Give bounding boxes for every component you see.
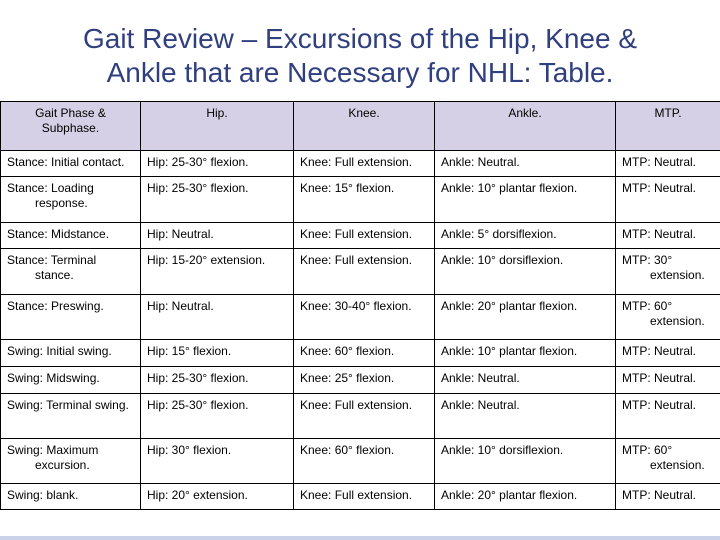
cell-mtp (616, 484, 720, 510)
cell-hip (141, 151, 294, 177)
cell-knee (294, 340, 435, 367)
cell-knee (294, 367, 435, 394)
cell-text: MTP: Neutral. (622, 398, 697, 412)
cell-phase (1, 367, 141, 394)
cell-text: Hip: Neutral. (147, 299, 214, 313)
cell-text: Hip: 25-30° flexion. (147, 398, 249, 412)
cell-text: Ankle: Neutral. (441, 155, 520, 169)
cell-mtp (616, 295, 720, 340)
cell-knee (294, 249, 435, 295)
cell-hip (141, 484, 294, 510)
cell-text: Stance: Midstance. (7, 227, 110, 241)
cell-text: MTP: Neutral. (622, 155, 697, 169)
cell-mtp (616, 394, 720, 439)
cell-hip (141, 177, 294, 223)
cell-hip (141, 340, 294, 367)
cell-mtp (616, 223, 720, 249)
cell-text: Ankle: Neutral. (441, 371, 520, 385)
cell-text: Hip: 25-30° flexion. (147, 371, 249, 385)
cell-text: MTP: Neutral. (622, 488, 697, 502)
cell-phase (1, 439, 141, 484)
cell-phase (1, 295, 141, 340)
cell-text: Knee: Full extension. (300, 155, 413, 169)
cell-text: Knee: Full extension. (300, 253, 413, 267)
title-line-2: Ankle that are Necessary for NHL: Table. (106, 57, 614, 88)
cell-text: Hip: Neutral. (147, 227, 214, 241)
cell-phase (1, 177, 141, 223)
cell-text: Knee: 15° flexion. (300, 181, 395, 195)
header-ankle: Ankle. (435, 102, 616, 151)
cell-text: Swing: Maximum excursion. (7, 443, 99, 472)
header-phase: Gait Phase & Subphase. (1, 102, 141, 151)
cell-text: Stance: Initial contact. (7, 155, 125, 169)
gait-table (0, 101, 720, 510)
cell-ankle (435, 295, 616, 340)
cell-text: MTP: Neutral. (622, 181, 697, 195)
cell-knee (294, 177, 435, 223)
cell-text: Ankle: 10° plantar flexion. (441, 181, 578, 195)
cell-text: Swing: Terminal swing. (7, 398, 129, 412)
table-row (1, 249, 720, 295)
cell-phase (1, 340, 141, 367)
cell-mtp (616, 367, 720, 394)
table-row (1, 439, 720, 484)
cell-ankle (435, 177, 616, 223)
cell-mtp (616, 151, 720, 177)
cell-ankle (435, 394, 616, 439)
cell-text: MTP: 30° extension. (622, 253, 705, 282)
table-row (1, 151, 720, 177)
table-row (1, 394, 720, 439)
cell-phase (1, 151, 141, 177)
cell-text: MTP: Neutral. (622, 344, 697, 358)
cell-knee (294, 439, 435, 484)
cell-text: Ankle: 20° plantar flexion. (441, 299, 578, 313)
header-hip: Hip. (141, 102, 294, 151)
cell-text: Stance: Terminal stance. (7, 253, 97, 282)
table-row (1, 223, 720, 249)
cell-ankle (435, 249, 616, 295)
cell-ankle (435, 223, 616, 249)
cell-text: Swing: Initial swing. (7, 344, 112, 358)
table-row (1, 177, 720, 223)
cell-hip (141, 295, 294, 340)
cell-text: Hip: 30° flexion. (147, 443, 232, 457)
table-header-row (1, 102, 720, 151)
cell-text: Stance: Preswing. (7, 299, 104, 313)
cell-text: Swing: Midswing. (7, 371, 100, 385)
cell-hip (141, 223, 294, 249)
cell-phase (1, 223, 141, 249)
cell-text: Knee: Full extension. (300, 488, 413, 502)
cell-text: MTP: 60° extension. (622, 299, 705, 328)
cell-text: MTP: Neutral. (622, 227, 697, 241)
table-row (1, 340, 720, 367)
cell-text: Hip: 15° flexion. (147, 344, 232, 358)
table-row (1, 484, 720, 510)
cell-text: Knee: Full extension. (300, 398, 413, 412)
cell-phase (1, 394, 141, 439)
cell-text: Hip: 20° extension. (147, 488, 248, 502)
cell-hip (141, 439, 294, 484)
cell-text: Knee: 60° flexion. (300, 344, 395, 358)
header-knee: Knee. (294, 102, 435, 151)
cell-text: MTP: Neutral. (622, 371, 697, 385)
cell-text: MTP: 60° extension. (622, 443, 705, 472)
cell-mtp (616, 249, 720, 295)
cell-text: Hip: 15-20° extension. (147, 253, 266, 267)
cell-text: Ankle: 20° plantar flexion. (441, 488, 578, 502)
cell-phase (1, 484, 141, 510)
cell-knee (294, 484, 435, 510)
cell-ankle (435, 151, 616, 177)
cell-text: Knee: 25° flexion. (300, 371, 395, 385)
cell-text: Hip: 25-30° flexion. (147, 155, 249, 169)
footer-bar (0, 536, 720, 540)
cell-text: Hip: 25-30° flexion. (147, 181, 249, 195)
slide-title (0, 22, 720, 90)
cell-text: Ankle: 10° dorsiflexion. (441, 443, 564, 457)
cell-mtp (616, 439, 720, 484)
title-line-1: Gait Review – Excursions of the Hip, Knee & (82, 23, 638, 54)
cell-hip (141, 394, 294, 439)
cell-ankle (435, 367, 616, 394)
cell-hip (141, 367, 294, 394)
cell-mtp (616, 340, 720, 367)
cell-phase (1, 249, 141, 295)
cell-ankle (435, 484, 616, 510)
cell-text: Knee: 30-40° flexion. (300, 299, 412, 313)
cell-knee (294, 223, 435, 249)
cell-text: Ankle: 5° dorsiflexion. (441, 227, 557, 241)
cell-mtp (616, 177, 720, 223)
cell-text: Ankle: 10° plantar flexion. (441, 344, 578, 358)
table-row (1, 295, 720, 340)
cell-text: Stance: Loading response. (7, 181, 94, 210)
cell-ankle (435, 340, 616, 367)
table-body (1, 151, 720, 510)
cell-hip (141, 249, 294, 295)
cell-text: Knee: Full extension. (300, 227, 413, 241)
header-mtp: MTP. (616, 102, 720, 151)
cell-text: Swing: blank. (7, 488, 79, 502)
cell-knee (294, 295, 435, 340)
cell-text: Knee: 60° flexion. (300, 443, 395, 457)
cell-knee (294, 151, 435, 177)
cell-knee (294, 394, 435, 439)
cell-text: Ankle: Neutral. (441, 398, 520, 412)
cell-text: Ankle: 10° dorsiflexion. (441, 253, 564, 267)
cell-ankle (435, 439, 616, 484)
table-row (1, 367, 720, 394)
